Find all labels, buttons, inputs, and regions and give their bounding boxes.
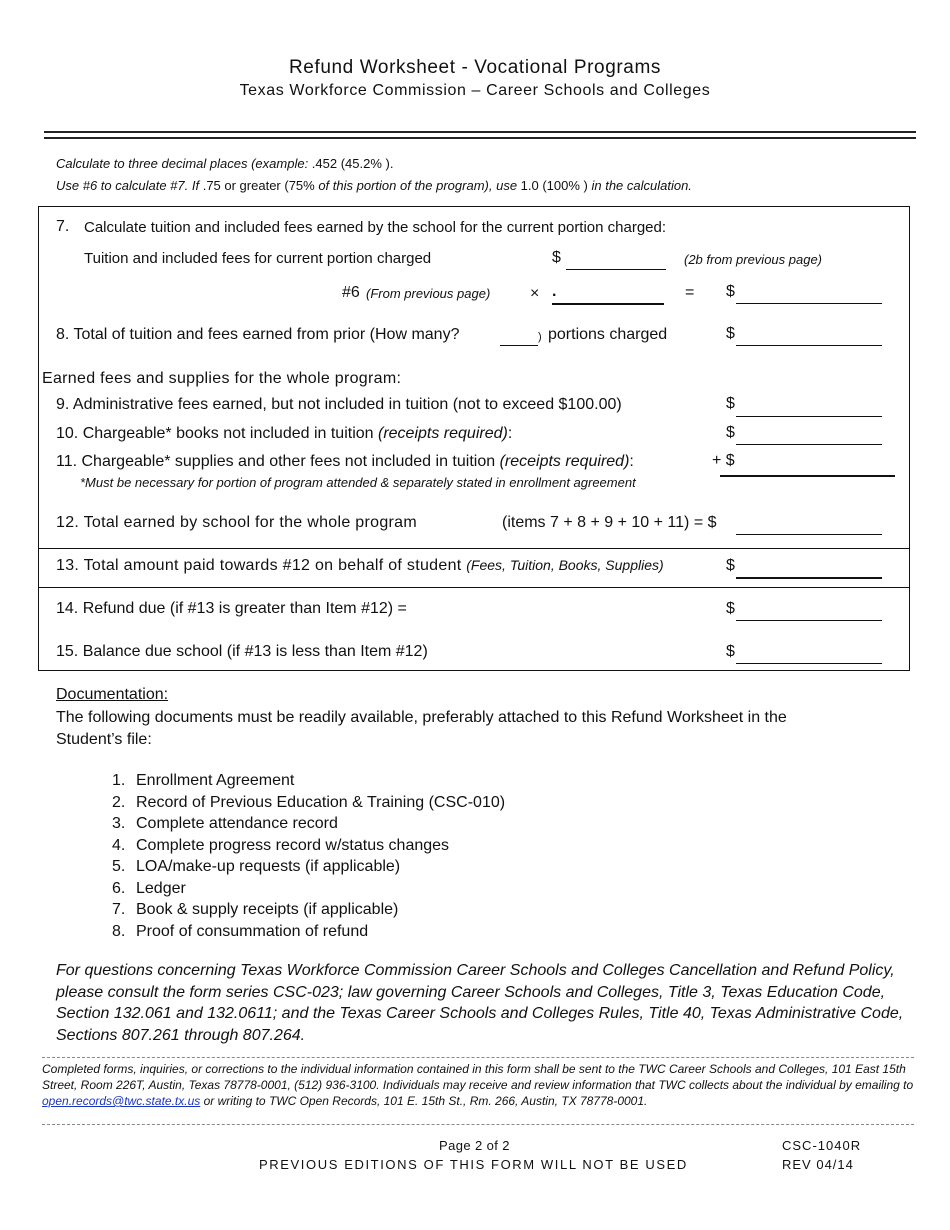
instruction-line-1: Calculate to three decimal places (example: .452 (45.2% ). (56, 156, 394, 171)
item-8-field[interactable] (736, 345, 882, 346)
item-8-end: portions charged (548, 326, 668, 343)
item-11-label: 11. Chargeable* supplies and other fees not included in tuition (receipts required): (56, 453, 634, 470)
item-7-note: (2b from previous page) (684, 252, 823, 267)
item-12-label: 12. Total earned by school for the whole program (56, 514, 417, 531)
documentation-intro: The following documents must be readily available, preferably attached to this Refund Worksheet in the Student’s file: (56, 709, 787, 748)
item-7-sub-label: Tuition and included fees for current portion charged (84, 250, 432, 267)
item-11-field[interactable] (720, 475, 895, 477)
list-item: 1. Enrollment Agreement (112, 772, 295, 789)
email-link[interactable]: open.records@twc.state.tx.us (42, 1094, 201, 1108)
dollar-sign: $ (726, 325, 735, 342)
equals-sign: = (685, 284, 695, 301)
item-7-label: Calculate tuition and included fees earned by the school for the current portion charged: (84, 219, 667, 236)
item-12-sum: (items 7 + 8 + 9 + 10 + 11) = $ (502, 514, 717, 531)
item-6-ref: #6 (342, 284, 360, 301)
item-15-field[interactable] (736, 663, 882, 664)
item-9-label: 9. Administrative fees earned, but not included in tuition (not to exceed $100.00) (56, 396, 622, 413)
legal-divider-bottom (42, 1124, 914, 1125)
dollar-sign: $ (726, 395, 735, 412)
instruction-line-2: Use #6 to calculate #7. If .75 or greater (75% of this portion of the program), use 1.0 (100% ) in the calculation. (56, 178, 692, 193)
item-7-tuition-field[interactable] (566, 269, 666, 270)
policy-questions-note: For questions concerning Texas Workforce Commission Career Schools and Colleges Cancellation and Refund Policy, please consult the form series CSC-023; law governing Career Schools and Colleges, Title 3, Texas Education Code, Section 132.061 and 132.0611; and the Texas Career Schools and Colleges Rules, Title 40, Texas Administrative Code, Sections 807.261 through 807.264. (56, 962, 904, 1044)
item-9-field[interactable] (736, 416, 882, 417)
documents-list (112, 770, 505, 942)
list-item: 6. Ledger (112, 879, 186, 897)
item-11-footnote: *Must be necessary for portion of program attended & separately stated in enrollment agreement (80, 475, 636, 490)
item-10-field[interactable] (736, 444, 882, 445)
list-item: 2. Record of Previous Education & Training (CSC-010) (112, 793, 506, 811)
dollar-sign: $ (726, 643, 735, 660)
list-item: 7. Book & supply receipts (if applicable) (112, 901, 399, 918)
list-item: 4. Complete progress record w/status changes (112, 836, 450, 854)
legal-divider-top (42, 1057, 914, 1058)
item-8-label: 8. Total of tuition and fees earned from prior (How many? (56, 326, 460, 343)
earned-fees-heading: Earned fees and supplies for the whole program: (42, 370, 402, 387)
dollar-sign: $ (552, 249, 561, 266)
revision-date: REV 04/14 (782, 1157, 854, 1172)
item-12-field[interactable] (736, 534, 882, 535)
dollar-sign: $ (726, 283, 735, 300)
list-item: 5. LOA/make-up requests (if applicable) (112, 858, 401, 875)
dollar-sign: $ (726, 557, 735, 574)
item-7-total-field[interactable] (736, 303, 882, 304)
list-item: 3. Complete attendance record (112, 815, 338, 832)
list-item: 8. Proof of consummation of refund (112, 922, 369, 940)
page-number: Page 2 of 2 (439, 1138, 510, 1153)
item-8-paren: ) (538, 331, 542, 343)
header-divider (44, 131, 916, 139)
form-number: CSC-1040R (782, 1138, 862, 1153)
item-15-label: 15. Balance due school (if #13 is less than Item #12) (56, 643, 428, 660)
documentation-heading: Documentation: (56, 686, 169, 703)
item-14-label: 14. Refund due (if #13 is greater than Item #12) = (56, 600, 407, 617)
times-sign: × (530, 285, 540, 302)
item-8-how-many-field[interactable] (500, 345, 538, 346)
item-6-note: (From previous page) (366, 286, 491, 301)
item-6-percent-field[interactable] (552, 303, 664, 305)
item-13-label: 13. Total amount paid towards #12 on behalf of student (Fees, Tuition, Books, Supplies) (56, 557, 664, 574)
previous-editions-note: PREVIOUS EDITIONS OF THIS FORM WILL NOT BE USED (259, 1157, 688, 1172)
item-7-number: 7. (56, 218, 70, 235)
item-13-field[interactable] (736, 577, 882, 579)
page-title: Refund Worksheet - Vocational Programs (288, 57, 661, 78)
privacy-notice: Completed forms, inquiries, or corrections to the individual information contained in this form shall be sent to the TWC Career Schools and Colleges, 101 East 15th Street, Room 226T, Austin, Texas 78778-0001, (512) 936-3100. Individuals may receive and review information that TWC collects about the individual by emailing to open.records@twc.state.tx.us or writing to TWC Open Records, 101 E. 15th St., Rm. 266, Austin, TX 78778-0001. (42, 1062, 914, 1108)
plus-dollar: + $ (712, 452, 735, 469)
page-subtitle: Texas Workforce Commission – Career Schools and Colleges (239, 82, 711, 99)
dollar-sign: $ (726, 424, 735, 441)
item-10-label: 10. Chargeable* books not included in tuition (receipts required): (56, 425, 513, 442)
dollar-sign: $ (726, 600, 735, 617)
item-14-field[interactable] (736, 620, 882, 621)
decimal-point: . (552, 283, 557, 300)
